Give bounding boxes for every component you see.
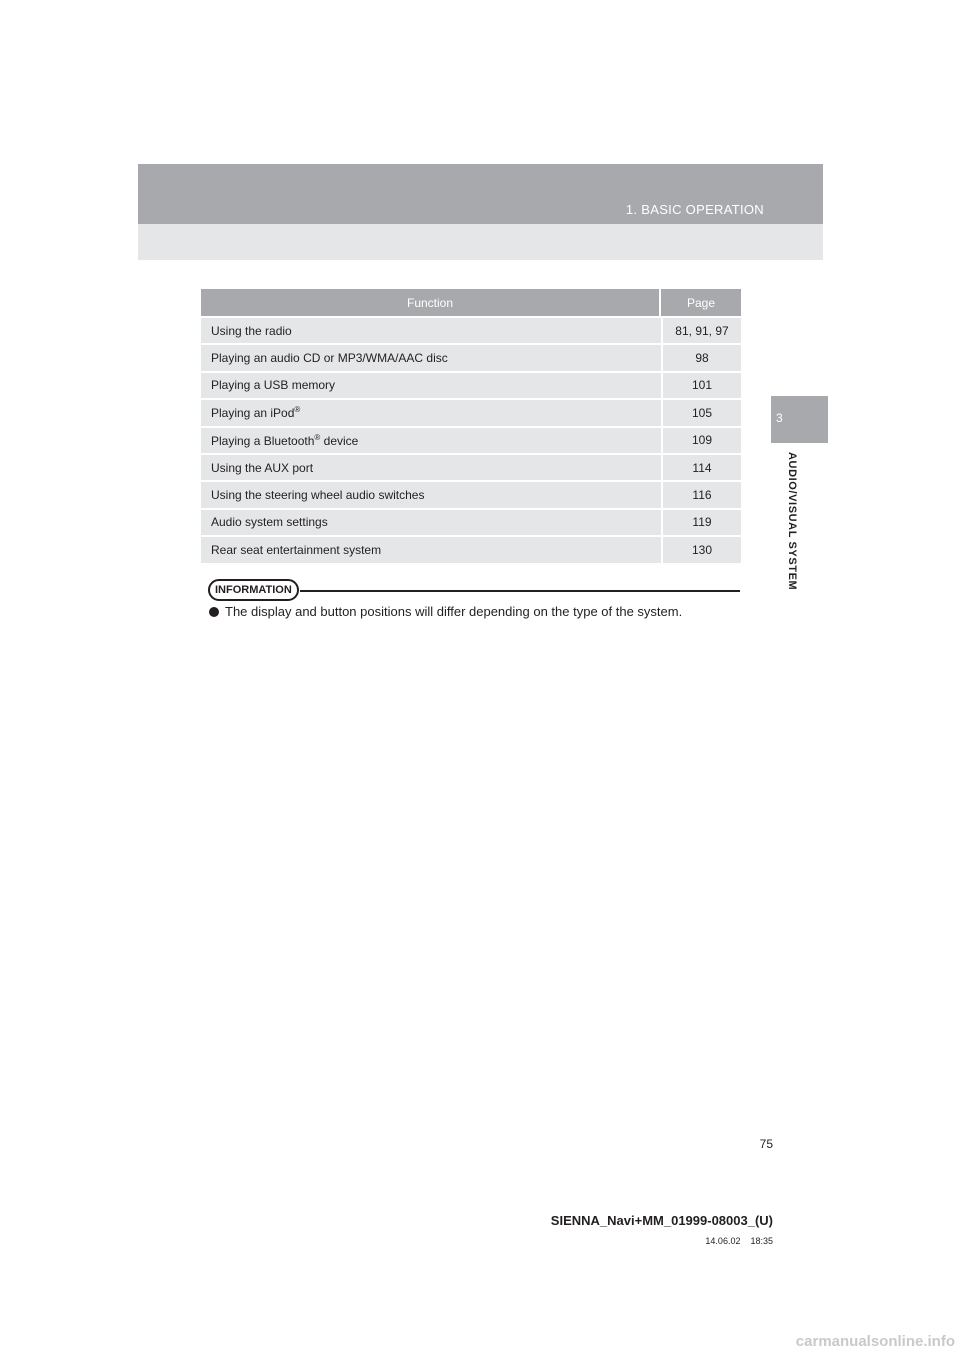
document-time: 18:35 [750, 1236, 773, 1246]
page-cell: 119 [661, 510, 741, 535]
page-cell: 105 [661, 400, 741, 425]
document-timestamp [705, 1236, 773, 1246]
information-text: The display and button positions will differ depending on the type of the system. [225, 604, 683, 619]
table-row [201, 318, 741, 343]
section-title: 1. BASIC OPERATION [625, 202, 764, 217]
document-id: SIENNA_Navi+MM_01999-08003_(U) [550, 1213, 773, 1228]
function-text: Using the steering wheel audio switches [211, 488, 425, 503]
table-row [201, 428, 741, 453]
function-cell [201, 510, 661, 535]
registered-mark: ® [314, 432, 321, 442]
column-header-function: Function [201, 289, 661, 316]
function-table [201, 287, 741, 565]
function-text: Playing an iPod [211, 406, 295, 421]
function-text: Playing a USB memory [211, 378, 336, 393]
document-date: 14.06.02 [705, 1236, 741, 1246]
page-cell: 130 [661, 537, 741, 562]
information-note [209, 604, 682, 619]
information-badge: INFORMATION [208, 579, 299, 601]
function-text: Using the radio [211, 323, 292, 338]
page-cell: 116 [661, 482, 741, 507]
function-text: Rear seat entertainment system [211, 542, 382, 557]
column-header-page: Page [661, 289, 741, 316]
chapter-number: 3 [776, 411, 783, 425]
function-text: Playing a Bluetooth [211, 433, 315, 448]
function-cell [201, 373, 661, 398]
table-row [201, 482, 741, 507]
function-text: Using the AUX port [211, 460, 314, 475]
function-cell [201, 537, 661, 562]
information-rule [300, 590, 740, 592]
function-cell [201, 455, 661, 480]
table-row [201, 510, 741, 535]
function-text: Audio system settings [211, 515, 328, 530]
table-row [201, 537, 741, 562]
header-subband [138, 224, 823, 260]
page-cell: 98 [661, 345, 741, 370]
page-cell: 101 [661, 373, 741, 398]
table-row [201, 345, 741, 370]
function-cell [201, 400, 661, 425]
table-row [201, 400, 741, 425]
page-cell: 81, 91, 97 [661, 318, 741, 343]
function-cell [201, 318, 661, 343]
function-text-suffix: device [320, 433, 359, 448]
page-cell: 114 [661, 455, 741, 480]
watermark: carmanualsonline.info [795, 1333, 955, 1350]
table-row [201, 455, 741, 480]
function-cell [201, 428, 661, 453]
registered-mark: ® [294, 405, 301, 415]
table-header-row [201, 289, 741, 316]
bullet-icon [209, 607, 219, 617]
function-cell [201, 482, 661, 507]
table-row [201, 373, 741, 398]
chapter-label: AUDIO/VISUAL SYSTEM [786, 452, 798, 591]
function-text: Playing an audio CD or MP3/WMA/AAC disc [211, 351, 448, 366]
function-cell [201, 345, 661, 370]
page-cell: 109 [661, 428, 741, 453]
page-number: 75 [759, 1137, 773, 1151]
